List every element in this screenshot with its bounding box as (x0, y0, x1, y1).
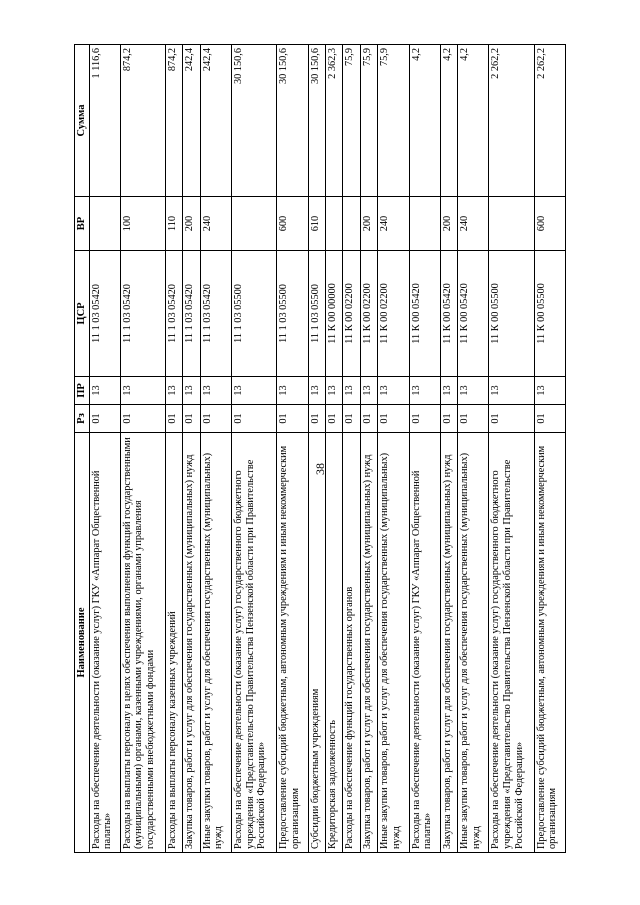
cell-name: Расходы на выплаты персоналу в целях обеспечения выполнения функций государственными (муниципальными) органами, казенными учреждениями, органами управления государственными внебюджетными фондами (120, 433, 165, 853)
cell-sum: 30 150,6 (277, 45, 308, 197)
cell-rz: 01 (183, 405, 200, 433)
header-sum: Сумма (75, 45, 90, 197)
cell-sum: 75,9 (360, 45, 377, 197)
cell-rz: 01 (360, 405, 377, 433)
table-row (458, 45, 489, 853)
rotated-page-content (74, 45, 566, 853)
cell-csr: 11 1 03 05420 (89, 251, 120, 377)
cell-name: Расходы на выплаты персоналу казенных учреждений (166, 433, 183, 853)
cell-name: Закупка товаров, работ и услуг для обеспечения государственных (муниципальных) нужд (440, 433, 457, 853)
cell-csr: 11 1 03 05500 (232, 251, 277, 377)
cell-rz: 01 (409, 405, 440, 433)
cell-csr: 11 К 00 02200 (360, 251, 377, 377)
cell-csr: 11 К 00 00000 (325, 251, 342, 377)
cell-csr: 11 К 00 02200 (343, 251, 360, 377)
page-number: 38 (313, 463, 327, 475)
cell-rz: 01 (120, 405, 165, 433)
cell-rz: 01 (458, 405, 489, 433)
cell-vr: 610 (308, 197, 325, 251)
cell-pr: 13 (277, 377, 308, 405)
cell-name: Предоставление субсидий бюджетным, автономным учреждениям и иным некоммерческим организациям (534, 433, 565, 853)
cell-pr: 13 (440, 377, 457, 405)
cell-sum: 2 362,3 (325, 45, 342, 197)
cell-csr: 11 1 03 05420 (200, 251, 231, 377)
cell-csr: 11 К 00 05500 (489, 251, 534, 377)
table-row (440, 45, 457, 853)
cell-pr: 13 (343, 377, 360, 405)
cell-name: Закупка товаров, работ и услуг для обеспечения государственных (муниципальных) нужд (183, 433, 200, 853)
table-row (343, 45, 360, 853)
cell-vr (325, 197, 342, 251)
cell-vr: 600 (277, 197, 308, 251)
cell-name: Субсидии бюджетным учреждениям (308, 433, 325, 853)
cell-vr (489, 197, 534, 251)
table-row (200, 45, 231, 853)
cell-sum: 75,9 (378, 45, 409, 197)
cell-pr: 13 (308, 377, 325, 405)
cell-pr: 13 (183, 377, 200, 405)
cell-name: Закупка товаров, работ и услуг для обеспечения государственных (муниципальных) нужд (360, 433, 377, 853)
cell-name: Расходы на обеспечение деятельности (оказание услуг) ГКУ «Аппарат Общественной палаты» (409, 433, 440, 853)
cell-vr: 110 (166, 197, 183, 251)
table-row (277, 45, 308, 853)
cell-rz: 01 (200, 405, 231, 433)
cell-sum: 874,2 (120, 45, 165, 197)
cell-rz: 01 (440, 405, 457, 433)
cell-pr: 13 (89, 377, 120, 405)
cell-sum: 30 150,6 (232, 45, 277, 197)
cell-vr (343, 197, 360, 251)
cell-sum: 1 116,6 (89, 45, 120, 197)
cell-name: Кредиторская задолженность (325, 433, 342, 853)
cell-name: Иные закупки товаров, работ и услуг для обеспечения государственных (муниципальных) нужд (200, 433, 231, 853)
table-row (120, 45, 165, 853)
cell-csr: 11 К 00 05420 (440, 251, 457, 377)
header-pr: ПР (75, 377, 90, 405)
cell-rz: 01 (325, 405, 342, 433)
cell-vr: 600 (534, 197, 565, 251)
cell-sum: 30 150,6 (308, 45, 325, 197)
cell-rz: 01 (166, 405, 183, 433)
cell-pr: 13 (166, 377, 183, 405)
table-row (89, 45, 120, 853)
cell-sum: 242,4 (200, 45, 231, 197)
cell-sum: 75,9 (343, 45, 360, 197)
cell-vr (232, 197, 277, 251)
cell-rz: 01 (489, 405, 534, 433)
cell-rz: 01 (378, 405, 409, 433)
header-name: Наименование (75, 433, 90, 853)
cell-vr (89, 197, 120, 251)
cell-sum: 4,2 (409, 45, 440, 197)
table-row (166, 45, 183, 853)
cell-vr: 240 (200, 197, 231, 251)
cell-sum: 2 262,2 (489, 45, 534, 197)
cell-name: Иные закупки товаров, работ и услуг для обеспечения государственных (муниципальных) нужд (458, 433, 489, 853)
cell-csr: 11 К 00 05500 (534, 251, 565, 377)
cell-pr: 13 (360, 377, 377, 405)
cell-vr: 240 (378, 197, 409, 251)
cell-name: Расходы на обеспечение деятельности (оказание услуг) государственного бюджетного учреждения «Представительство Правительства Пензенской области при Правительстве Российской Федерации» (232, 433, 277, 853)
cell-sum: 874,2 (166, 45, 183, 197)
cell-pr: 13 (232, 377, 277, 405)
cell-csr: 11 К 00 05420 (409, 251, 440, 377)
table-row (409, 45, 440, 853)
table-row (489, 45, 534, 853)
table-row (232, 45, 277, 853)
table-row (378, 45, 409, 853)
cell-pr: 13 (325, 377, 342, 405)
cell-csr: 11 1 03 05500 (277, 251, 308, 377)
cell-csr: 11 К 00 05420 (458, 251, 489, 377)
cell-vr: 240 (458, 197, 489, 251)
cell-pr: 13 (120, 377, 165, 405)
header-rz: Рз (75, 405, 90, 433)
cell-name: Расходы на обеспечение деятельности (оказание услуг) государственного бюджетного учреждения «Представительство Правительства Пензенской области при Правительстве Российской Федерации» (489, 433, 534, 853)
cell-csr: 11 1 03 05420 (120, 251, 165, 377)
header-csr: ЦСР (75, 251, 90, 377)
cell-rz: 01 (308, 405, 325, 433)
cell-pr: 13 (489, 377, 534, 405)
cell-pr: 13 (409, 377, 440, 405)
header-vr: ВР (75, 197, 90, 251)
cell-pr: 13 (534, 377, 565, 405)
cell-vr: 100 (120, 197, 165, 251)
cell-csr: 11 К 00 02200 (378, 251, 409, 377)
cell-pr: 13 (200, 377, 231, 405)
table-row (325, 45, 342, 853)
cell-rz: 01 (89, 405, 120, 433)
cell-csr: 11 1 03 05420 (166, 251, 183, 377)
cell-name: Иные закупки товаров, работ и услуг для обеспечения государственных (муниципальных) нужд (378, 433, 409, 853)
cell-rz: 01 (343, 405, 360, 433)
cell-pr: 13 (378, 377, 409, 405)
cell-vr (409, 197, 440, 251)
budget-table (74, 44, 566, 853)
cell-vr: 200 (440, 197, 457, 251)
cell-rz: 01 (232, 405, 277, 433)
table-row (308, 45, 325, 853)
table-row (360, 45, 377, 853)
cell-vr: 200 (183, 197, 200, 251)
cell-name: Расходы на обеспечение деятельности (оказание услуг) ГКУ «Аппарат Общественной палаты» (89, 433, 120, 853)
table-header-row (75, 45, 90, 853)
cell-sum: 4,2 (440, 45, 457, 197)
table-body (89, 45, 565, 853)
cell-pr: 13 (458, 377, 489, 405)
cell-csr: 11 1 03 05500 (308, 251, 325, 377)
cell-vr: 200 (360, 197, 377, 251)
cell-rz: 01 (534, 405, 565, 433)
cell-name: Предоставление субсидий бюджетным, автономным учреждениям и иным некоммерческим организациям (277, 433, 308, 853)
cell-csr: 11 1 03 05420 (183, 251, 200, 377)
cell-sum: 2 262,2 (534, 45, 565, 197)
cell-rz: 01 (277, 405, 308, 433)
cell-sum: 242,4 (183, 45, 200, 197)
table-row (534, 45, 565, 853)
cell-name: Расходы на обеспечение функций государственных органов (343, 433, 360, 853)
table-row (183, 45, 200, 853)
cell-sum: 4,2 (458, 45, 489, 197)
